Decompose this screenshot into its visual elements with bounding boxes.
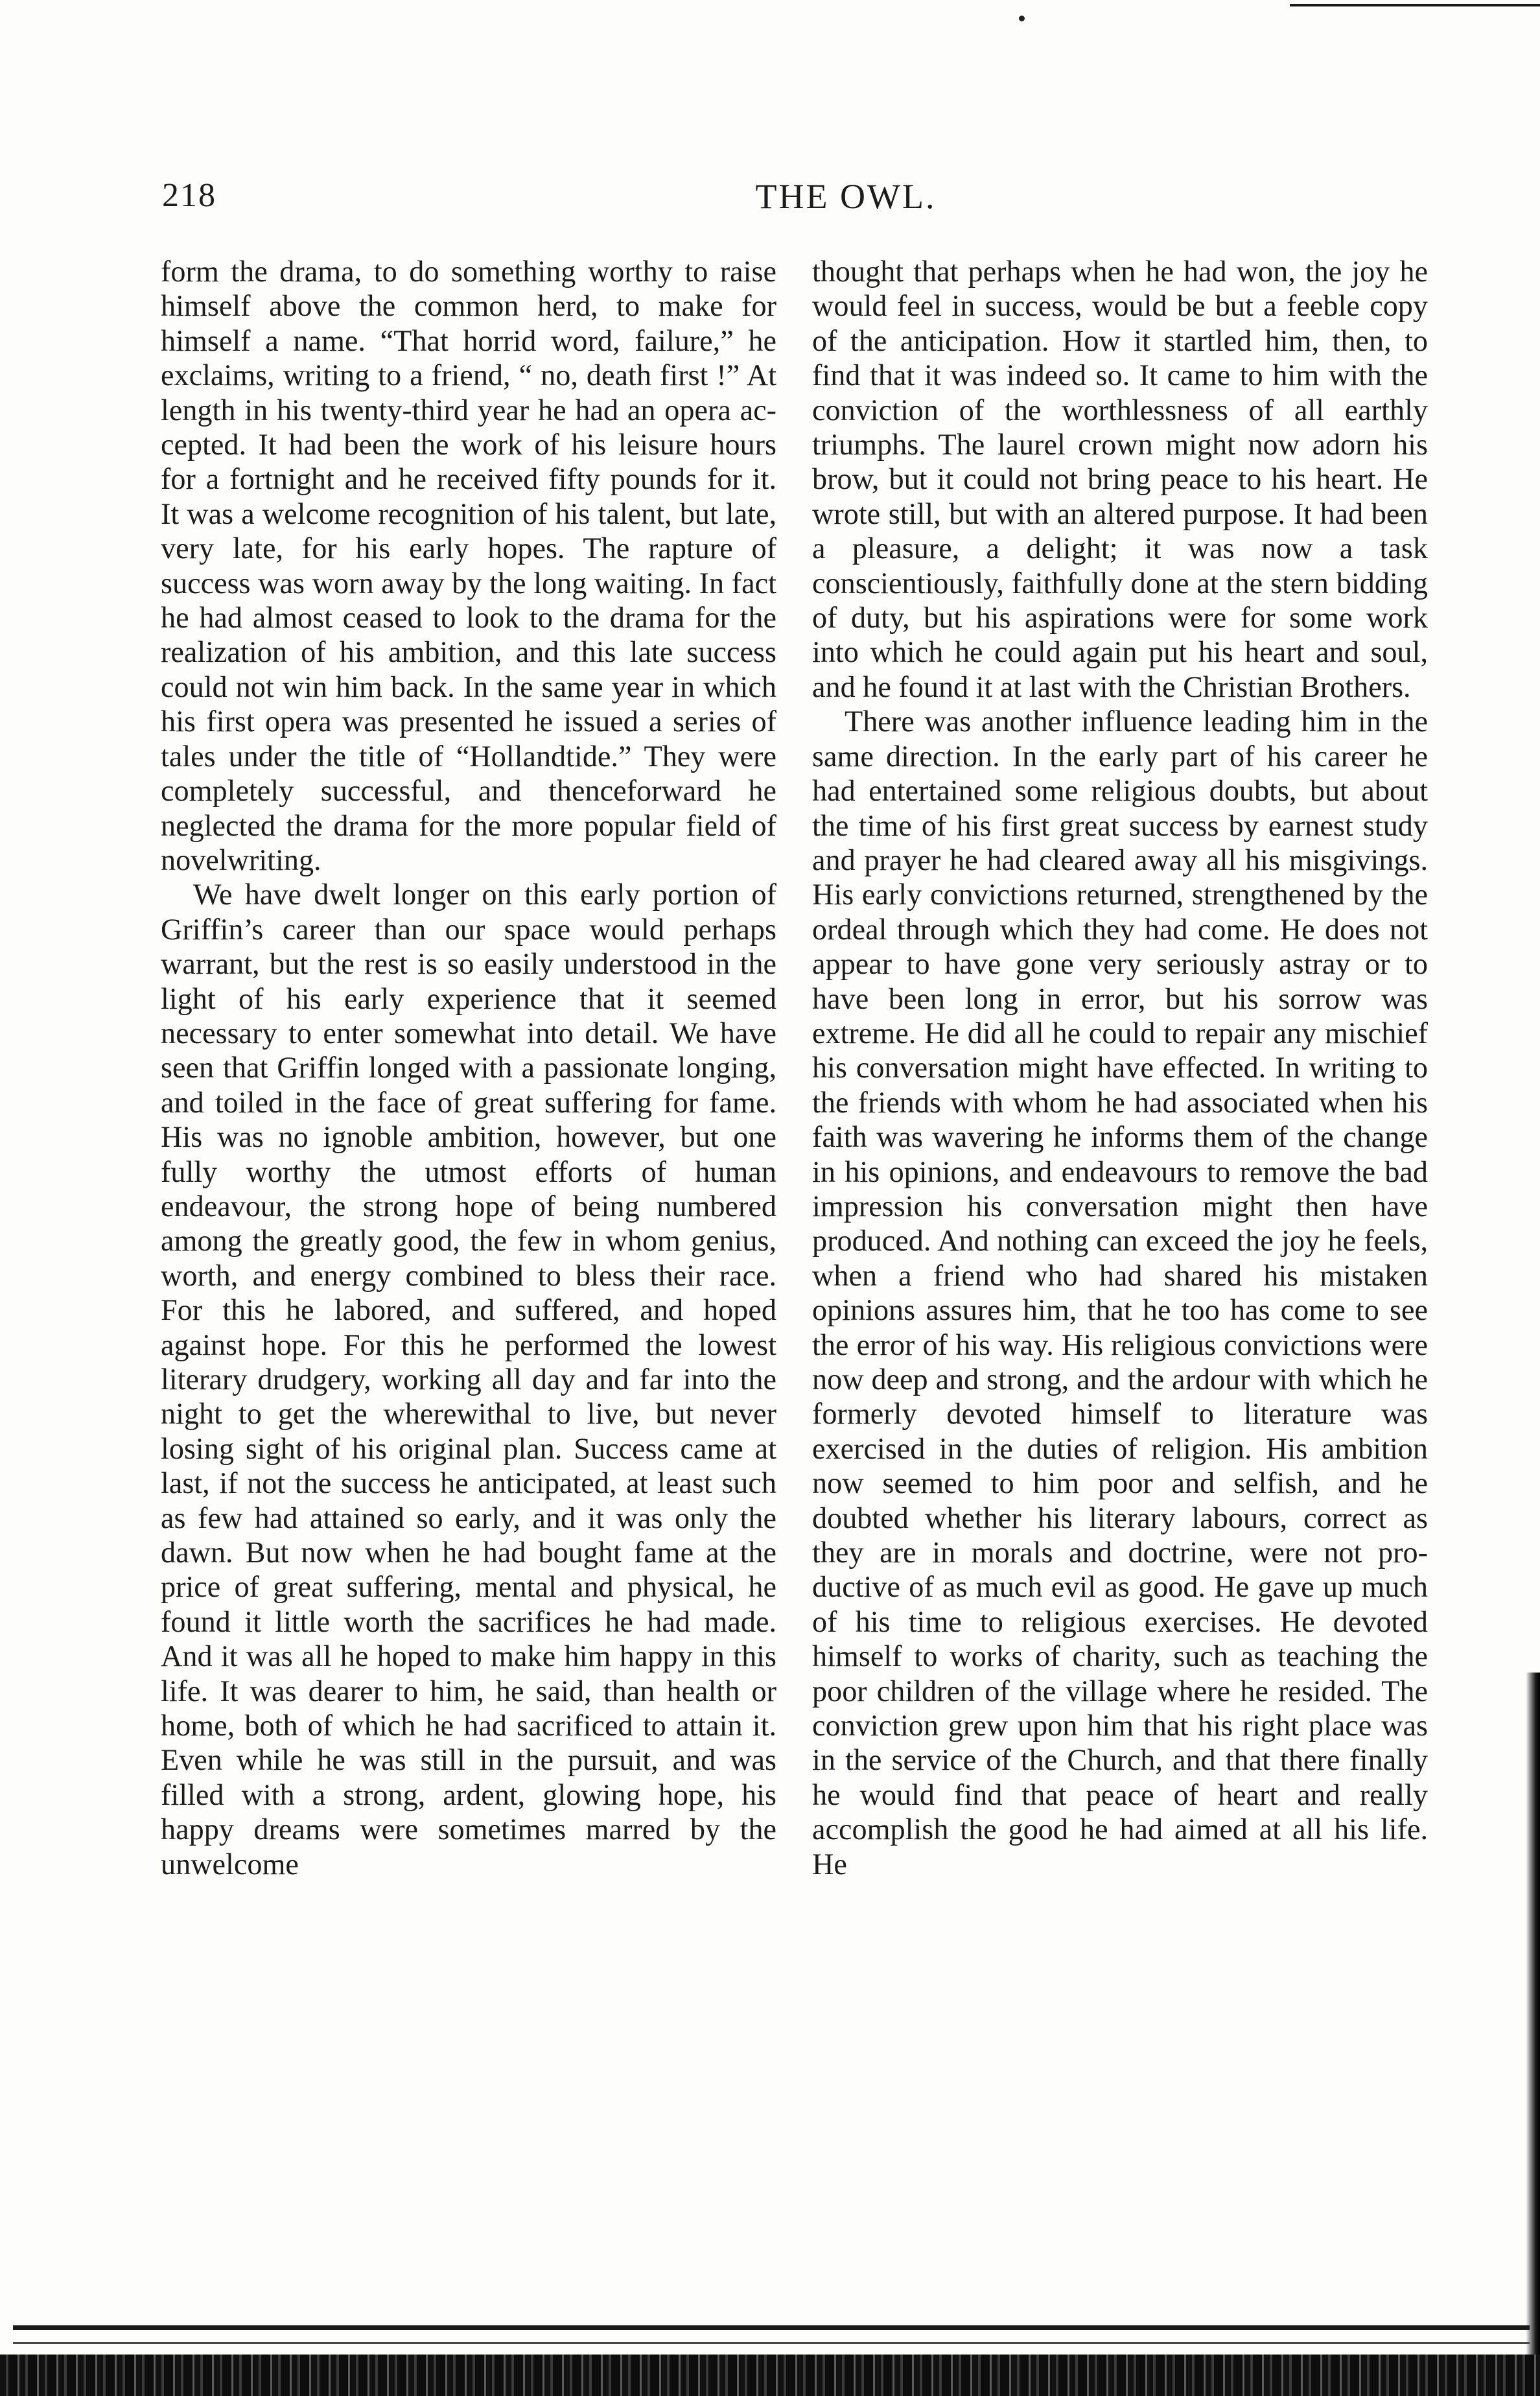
- page-number: 218: [162, 177, 216, 214]
- scan-edge-rule: [1290, 4, 1540, 6]
- scan-speck: [1019, 16, 1025, 21]
- scan-bottom-rule-thin: [13, 2342, 1530, 2344]
- scan-bottom-rule: [13, 2325, 1530, 2330]
- right-column: [812, 254, 1428, 1881]
- paragraph: We have dwelt longer on this early portion of Griffin’s career than our space would perhaps warrant, but the rest is so easily understood in the light of his early experience that it seemed necessary to enter somewhat into detail. We have seen that Griffin longed with a passionate longing, and toiled in the face of great suffering for fame. His was no ignoble ambition, however, but one fully worthy the utmost efforts of human endeavour, the strong hope of being numbered among the greatly good, the few in whom genius, worth, and energy combined to bless their race. For this he labored, and suffered, and hoped against hope. For this he performed the lowest literary drudgery, working all day and far into the night to get the wherewithal to live, but never losing sight of his original plan. Success came at last, if not the success he anticipated, at least such as few had attained so early, and it was only the dawn. But now when he had bought fame at the price of great suffering, mental and physical, he found it little worth the sacrifices he had made. And it was all he hoped to make him happy in this life. It was dearer to him, he said, than health or home, both of which he had sacrificed to attain it. Even while he was still in the pursuit, and was filled with a strong, ardent, glowing hope, his happy dreams were sometimes marred by the unwelcome: [161, 878, 776, 1881]
- scan-shadow-edge: [1526, 1673, 1540, 2396]
- scan-bottom-band: [0, 2355, 1540, 2396]
- running-head: [162, 176, 1426, 222]
- paragraph: There was another influence leading him in the same direction. In the early part of his career he had entertained some religious doubts, but about the time of his first great success by earnest study and prayer he had cleared away all his misgivings. His early convictions returned, strengthened by the ordeal through which they had come. He does not appear to have gone very seriously astray or to have been long in error, but his sorrow was extreme. He did all he could to repair any mischief his conversation might have effected. In writing to the friends with whom he had associated when his faith was wavering he informs them of the change in his opinions, and endeavours to remove the bad impression his conversation might then have produced. And nothing can exceed the joy he feels, when a friend who had shared his mistaken opinions assures him, that he too has come to see the error of his way. His religious convictions were now deep and strong, and the ardour with which he formerly devoted himself to literature was exercised in the duties of religion. His ambition now seemed to him poor and selfish, and he doubted whether his literary labours, correct as they are in morals and doctrine, were not productive of as much evil as good. He gave up much of his time to religious exercises. He devoted himself to works of charity, such as teaching the poor children of the village where he resided. The conviction grew upon him that his right place was in the service of the Church, and that there finally he would find that peace of heart and really accomplish the good he had aimed at all his life. He: [812, 705, 1428, 1881]
- paragraph: form the drama, to do something worthy to raise himself above the common herd, to make for himself a name. “That horrid word, failure,” he exclaims, writing to a friend, “ no, death first !” At length in his twenty-third year he had an opera accepted. It had been the work of his leisure hours for a fortnight and he received fifty pounds for it. It was a welcome recognition of his talent, but late, very late, for his early hopes. The rapture of success was worn away by the long waiting. In fact he had almost ceased to look to the drama for the realization of his ambition, and this late success could not win him back. In the same year in which his first opera was presented he issued a series of tales under the title of “Hollandtide.” They were completely successful, and thenceforward he neglected the drama for the more popular field of novelwriting.: [161, 255, 776, 876]
- paragraph: thought that perhaps when he had won, the joy he would feel in success, would be but a feeble copy of the anticipation. How it startled him, then, to find that it was indeed so. It came to him with the conviction of the worthlessness of all earthly triumphs. The laurel crown might now adorn his brow, but it could not bring peace to his heart. He wrote still, but with an altered purpose. It had been a pleasure, a delight; it was now a task conscientiously, faithfully done at the stern bidding of duty, but his aspirations were for some work into which he could again put his heart and soul, and he found it at last with the Christian Brothers.: [812, 255, 1428, 703]
- left-column: [161, 254, 776, 1881]
- journal-title: THE OWL.: [755, 177, 937, 216]
